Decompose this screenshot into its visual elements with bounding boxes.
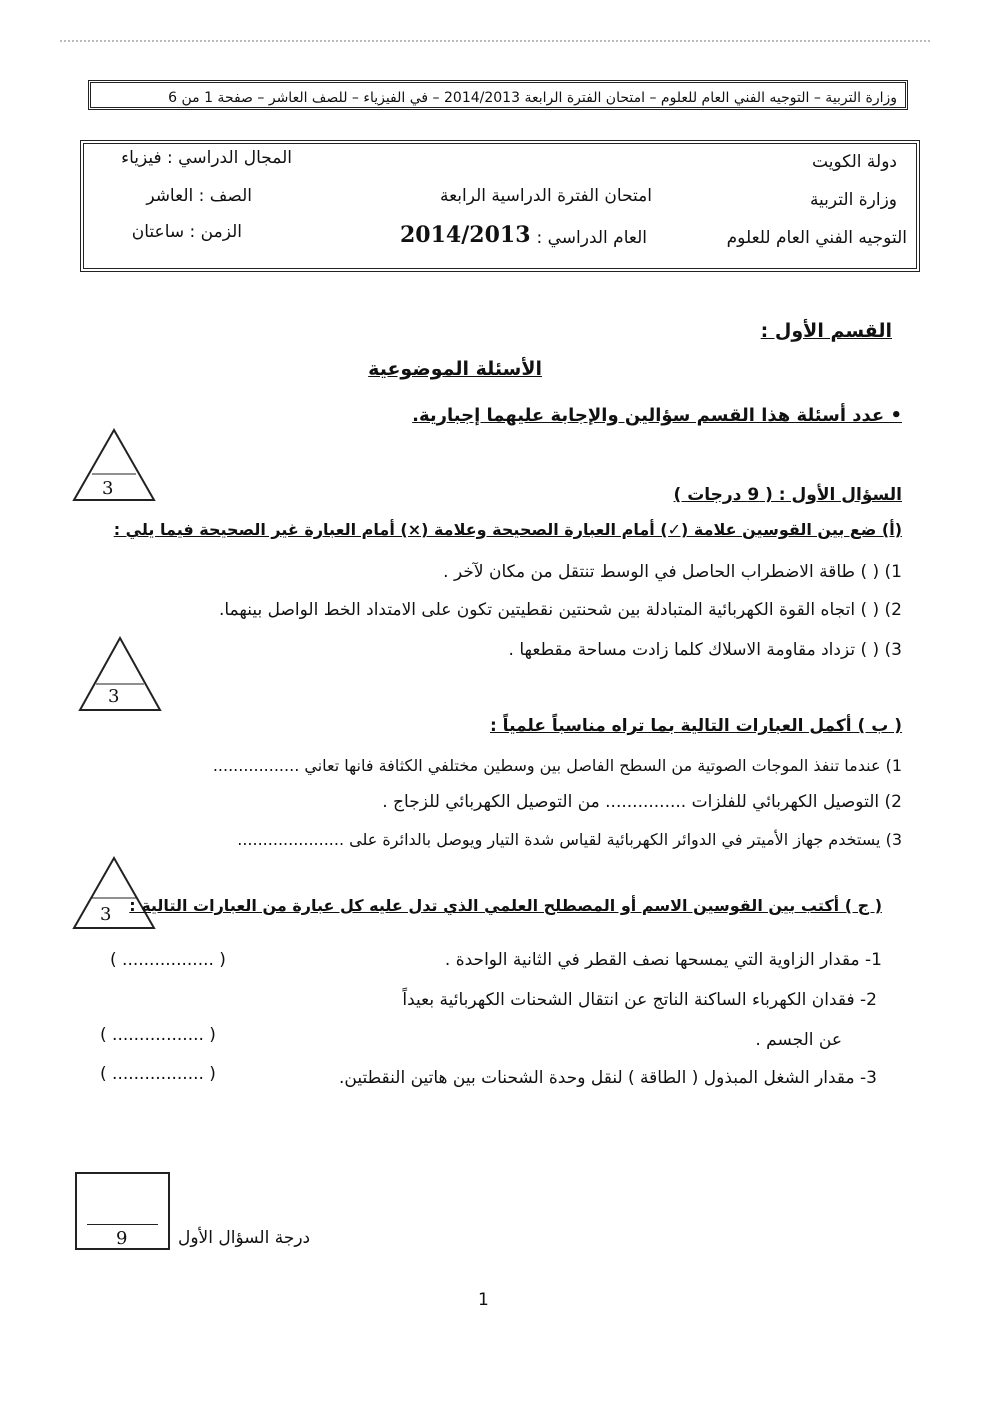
part-c-instruction: ( ج ) أكتب بين القوسين الاسم أو المصطلح العلمي الذي تدل عليه كل عبارة من العبارات التالية : [129, 896, 882, 915]
question1-score-value: 9 [116, 1228, 128, 1249]
header-country: دولة الكويت [812, 152, 897, 172]
part-b-instruction: ( ب ) أكمل العبارات التالية بما تراه مناسباً علمياً : [489, 716, 902, 736]
part-a-item-2: 2) ( ) اتجاه القوة الكهربائية المتبادلة بين شحنتين نقطيتين تكون على الامتداد الخط الواصل بينهما. [218, 600, 902, 620]
mark-b-value: 3 [108, 686, 120, 707]
section-title: القسم الأول : [760, 320, 892, 342]
part-c-answer-2: ( ................. ) [100, 1025, 216, 1045]
question1-score-label: درجة السؤال الأول [178, 1228, 311, 1248]
part-c-answer-1: ( ................. ) [110, 950, 226, 970]
exam-title: امتحان الفترة الدراسية الرابعة [439, 186, 652, 206]
part-c-item-1: 1- مقدار الزاوية التي يمسحها نصف القطر في الثانية الواحدة . [444, 950, 882, 970]
part-c-answer-3: ( ................. ) [100, 1064, 216, 1084]
part-c-item-3: 3- مقدار الشغل المبذول ( الطاقة ) لنقل وحدة الشحنات بين هاتين النقطتين. [338, 1068, 877, 1088]
part-a-instruction: (أ) ضع بين القوسين علامة (✓) أمام العبارة الصحيحة وعلامة (×) أمام العبارة غير الصحيحة فيما يلي : [113, 520, 902, 539]
part-b-item-2: 2) التوصيل الكهربائي للفلزات ............... من التوصيل الكهربائي للزجاج . [382, 792, 902, 812]
header-grade: الصف : العاشر [146, 186, 252, 206]
mark-a-value: 3 [102, 478, 114, 499]
header-ministry: وزارة التربية [809, 190, 897, 210]
part-c-item-2: 2- فقدان الكهرباء الساكنة الناتج عن انتقال الشحنات الكهربائية بعيداً [402, 990, 877, 1010]
academic-year: 2014/2013 [400, 222, 531, 248]
part-c-item-2-cont: عن الجسم . [755, 1030, 842, 1050]
header-time: الزمن : ساعتان [131, 222, 242, 242]
header-subject: المجال الدراسي : فيزياء [121, 148, 292, 168]
year-label: العام الدراسي : [536, 228, 647, 248]
top-banner: وزارة التربية – التوجيه الفني العام للعلوم – امتحان الفترة الرابعة 2014/2013 – في الفيزياء – للصف العاشر – صفحة 1 من 6 [88, 80, 908, 110]
mark-triangle-c [72, 856, 156, 930]
part-a-item-1: 1) ( ) طاقة الاضطراب الحاصل في الوسط تنتقل من مكان لآخر . [443, 562, 902, 582]
part-a-item-3: 3) ( ) تزداد مقاومة الاسلاك كلما زادت مساحة مقطعها . [508, 640, 902, 660]
part-b-item-3: 3) يستخدم جهاز الأميتر في الدوائر الكهربائية لقياس شدة التيار ويوصل بالدائرة على ..................... [237, 830, 902, 849]
mark-c-value: 3 [100, 904, 112, 925]
page-number: 1 [478, 1290, 489, 1310]
mark-triangle-a [72, 428, 156, 502]
mark-triangle-b [78, 636, 162, 712]
section-note: • عدد أسئلة هذا القسم سؤالين والإجابة عليهما إجبارية. [412, 405, 902, 426]
scan-speckle [60, 40, 930, 42]
header-directorate: التوجيه الفني العام للعلوم [726, 228, 907, 248]
part-b-item-1: 1) عندما تنفذ الموجات الصوتية من السطح الفاصل بين وسطين مختلفي الكثافة فانها تعاني ................. [212, 756, 902, 775]
question1-title: السؤال الأول : ( 9 درجات ) [673, 485, 902, 505]
section-subtitle: الأسئلة الموضوعية [368, 358, 542, 380]
